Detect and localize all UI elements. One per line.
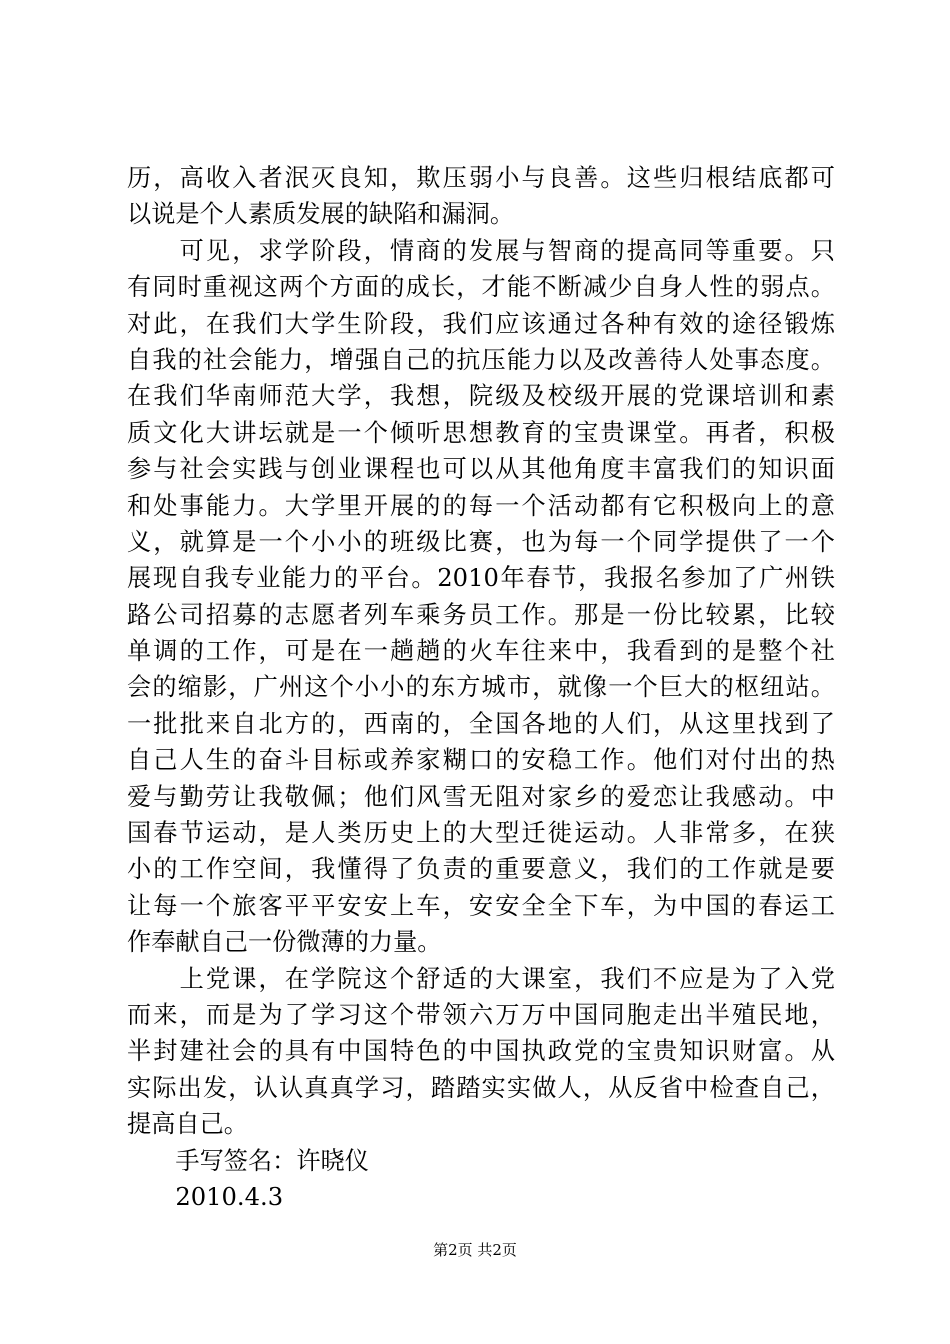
text-line: 路公司招募的志愿者列车乘务员工作。那是一份比较累，比较 (127, 600, 835, 629)
page-number: 第2页 共2页 (433, 1241, 517, 1259)
text-line: 以说是个人素质发展的缺陷和漏洞。 (127, 200, 515, 229)
text-line: 半封建社会的具有中国特色的中国执政党的宝贵知识财富。从 (127, 1037, 835, 1066)
text-line: 让每一个旅客平平安安上车，安安全全下车，为中国的春运工 (127, 891, 835, 920)
text-line: 实际出发，认认真真学习，踏踏实实做人，从反省中检查自己， (127, 1073, 835, 1102)
text-line: 而来，而是为了学习这个带领六万万中国同胞走出半殖民地， (127, 1000, 835, 1029)
text-line: 和处事能力。大学里开展的的每一个活动都有它积极向上的意 (127, 491, 835, 520)
text-line: 作奉献自己一份微薄的力量。 (127, 928, 442, 957)
text-line: 质文化大讲坛就是一个倾听思想教育的宝贵课堂。再者，积极 (127, 418, 835, 447)
text-line: 提高自己。 (127, 1110, 248, 1139)
document-body (127, 160, 835, 1215)
text-line: 国春节运动，是人类历史上的大型迁徙运动。人非常多，在狭 (127, 819, 835, 848)
text-line: 历，高收入者泯灭良知，欺压弱小与良善。这些归根结底都可 (127, 164, 835, 192)
text-line: 在我们华南师范大学，我想，院级及校级开展的党课培训和素 (127, 382, 835, 411)
text-line: 可见，求学阶段，情商的发展与智商的提高同等重要。只 (127, 236, 835, 265)
date-line: 2010.4.3 (127, 1182, 284, 1211)
text-line: 一批批来自北方的，西南的，全国各地的人们，从这里找到了 (127, 709, 835, 738)
text-line: 会的缩影，广州这个小小的东方城市，就像一个巨大的枢纽站。 (127, 673, 835, 702)
text-line: 单调的工作，可是在一趟趟的火车往来中，我看到的是整个社 (127, 637, 835, 666)
text-line: 上党课，在学院这个舒适的大课室，我们不应是为了入党 (127, 964, 835, 993)
text-line: 自我的社会能力，增强自己的抗压能力以及改善待人处事态度。 (127, 345, 835, 374)
text-line: 参与社会实践与创业课程也可以从其他角度丰富我们的知识面 (127, 455, 835, 484)
text-line: 义，就算是一个小小的班级比赛，也为每一个同学提供了一个 (127, 527, 835, 556)
text-line: 对此，在我们大学生阶段，我们应该通过各种有效的途径锻炼 (127, 309, 835, 338)
text-line: 小的工作空间，我懂得了负责的重要意义，我们的工作就是要 (127, 855, 835, 884)
text-line: 自己人生的奋斗目标或养家糊口的安稳工作。他们对付出的热 (127, 746, 835, 775)
text-line: 展现自我专业能力的平台。2010年春节，我报名参加了广州铁 (127, 564, 835, 593)
text-line: 爱与勤劳让我敬佩；他们风雪无阻对家乡的爱恋让我感动。中 (127, 782, 835, 811)
signature-line: 手写签名：许晓仪 (127, 1146, 369, 1175)
text-line: 有同时重视这两个方面的成长，才能不断减少自身人性的弱点。 (127, 273, 835, 302)
page-footer (0, 1240, 950, 1260)
